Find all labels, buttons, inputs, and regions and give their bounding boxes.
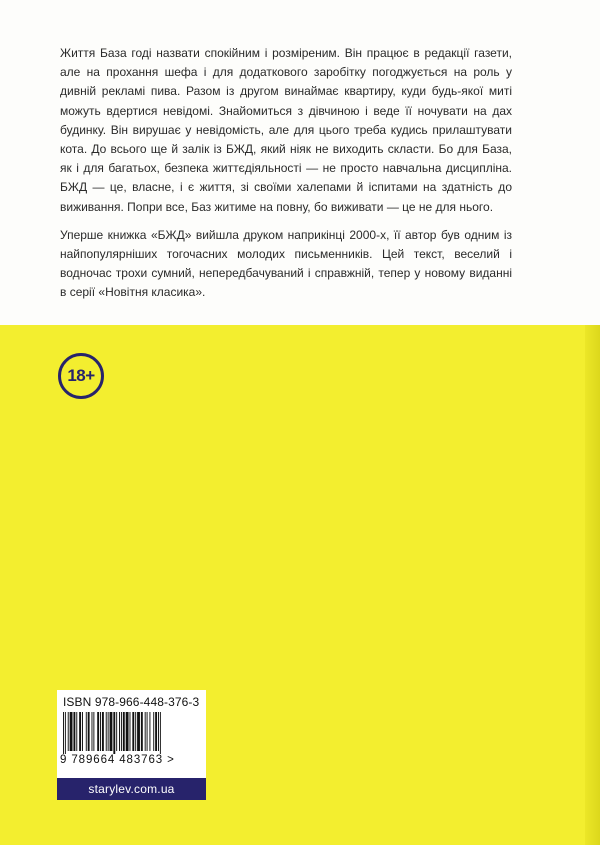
barcode-bar [132,712,134,751]
barcode-bar [158,712,159,751]
barcode-bar [92,712,93,751]
barcode-bar [108,712,109,751]
cover-spine-edge [585,325,600,845]
barcode-bar [100,712,101,751]
barcode-block [57,690,206,800]
barcode-bar [86,712,87,751]
barcode-bar [68,712,69,751]
barcode-bar [160,712,161,754]
barcode-digits: 9 789664 483763 > [60,754,175,766]
barcode-bar [70,712,73,751]
barcode-bar [121,712,122,751]
barcode-bar [76,712,77,751]
website-label: starylev.com.ua [57,778,206,800]
barcode-bar [110,712,113,751]
age-rating-badge: 18+ [58,353,104,399]
barcode-bar [113,712,115,754]
blurb-paragraph-1: Життя База годі назвати спокійним і розміреним. Він працює в редакції газети, але на прохання шефа і для додаткового заробітку погоджується на роль у дивній рекламі пива. Разом із другом винаймає квартиру, куди будь-якої миті можуть вдертися невідомі. Знайомиться з дівчиною і веде її ночувати на дах будинку. Він вирушає у невідомість, але для цього треба кудись прилаштувати кота. До всього ще й залік із БЖД, який ніяк не виходить скласти. Бо для База, як і для багатьох, безпека життєдіяльності — не просто навчальна дисципліна. БЖД — це, власне, і є життя, зі своїми халепами й іспитами на здатність до виживання. Попри все, Баз житиме на повну, бо виживати — це не для нього. [60,46,512,214]
barcode-bar [123,712,125,751]
barcode-bar [73,712,75,751]
isbn-label: ISBN 978-966-448-376-3 [63,695,200,709]
barcode-bar [93,712,94,751]
blurb-paragraph-2: Уперше книжка «БЖД» вийшла друком наприкінці 2000-х, її автор був одним із найпопулярніших тогочасних молодих письменників. Цей текст, веселий і водночас трохи сумний, непередбачуваний і справжній, тепер у новому виданні в серії «Новітня класика». [60,227,512,300]
barcode-bar [79,712,81,751]
barcode-bar [97,712,99,751]
barcode-bar [147,712,148,751]
barcode-bars [63,712,200,754]
barcode-bar [106,712,107,751]
blurb-text [60,44,512,312]
barcode-bar [130,712,131,751]
barcode-bar [141,712,143,751]
barcode-bar [137,712,140,751]
barcode-bar [149,712,150,751]
barcode-bar [116,712,117,751]
barcode-bar [119,712,120,751]
barcode-bar [82,712,83,751]
barcode-bar [102,712,104,751]
barcode-bar [153,712,154,751]
barcode-bar [135,712,136,751]
barcode-bar [88,712,90,751]
barcode-bar [145,712,146,751]
barcode-bar [126,712,129,751]
barcode-bar [155,712,157,751]
barcode-bar [63,712,64,754]
barcode-bar [65,712,66,754]
